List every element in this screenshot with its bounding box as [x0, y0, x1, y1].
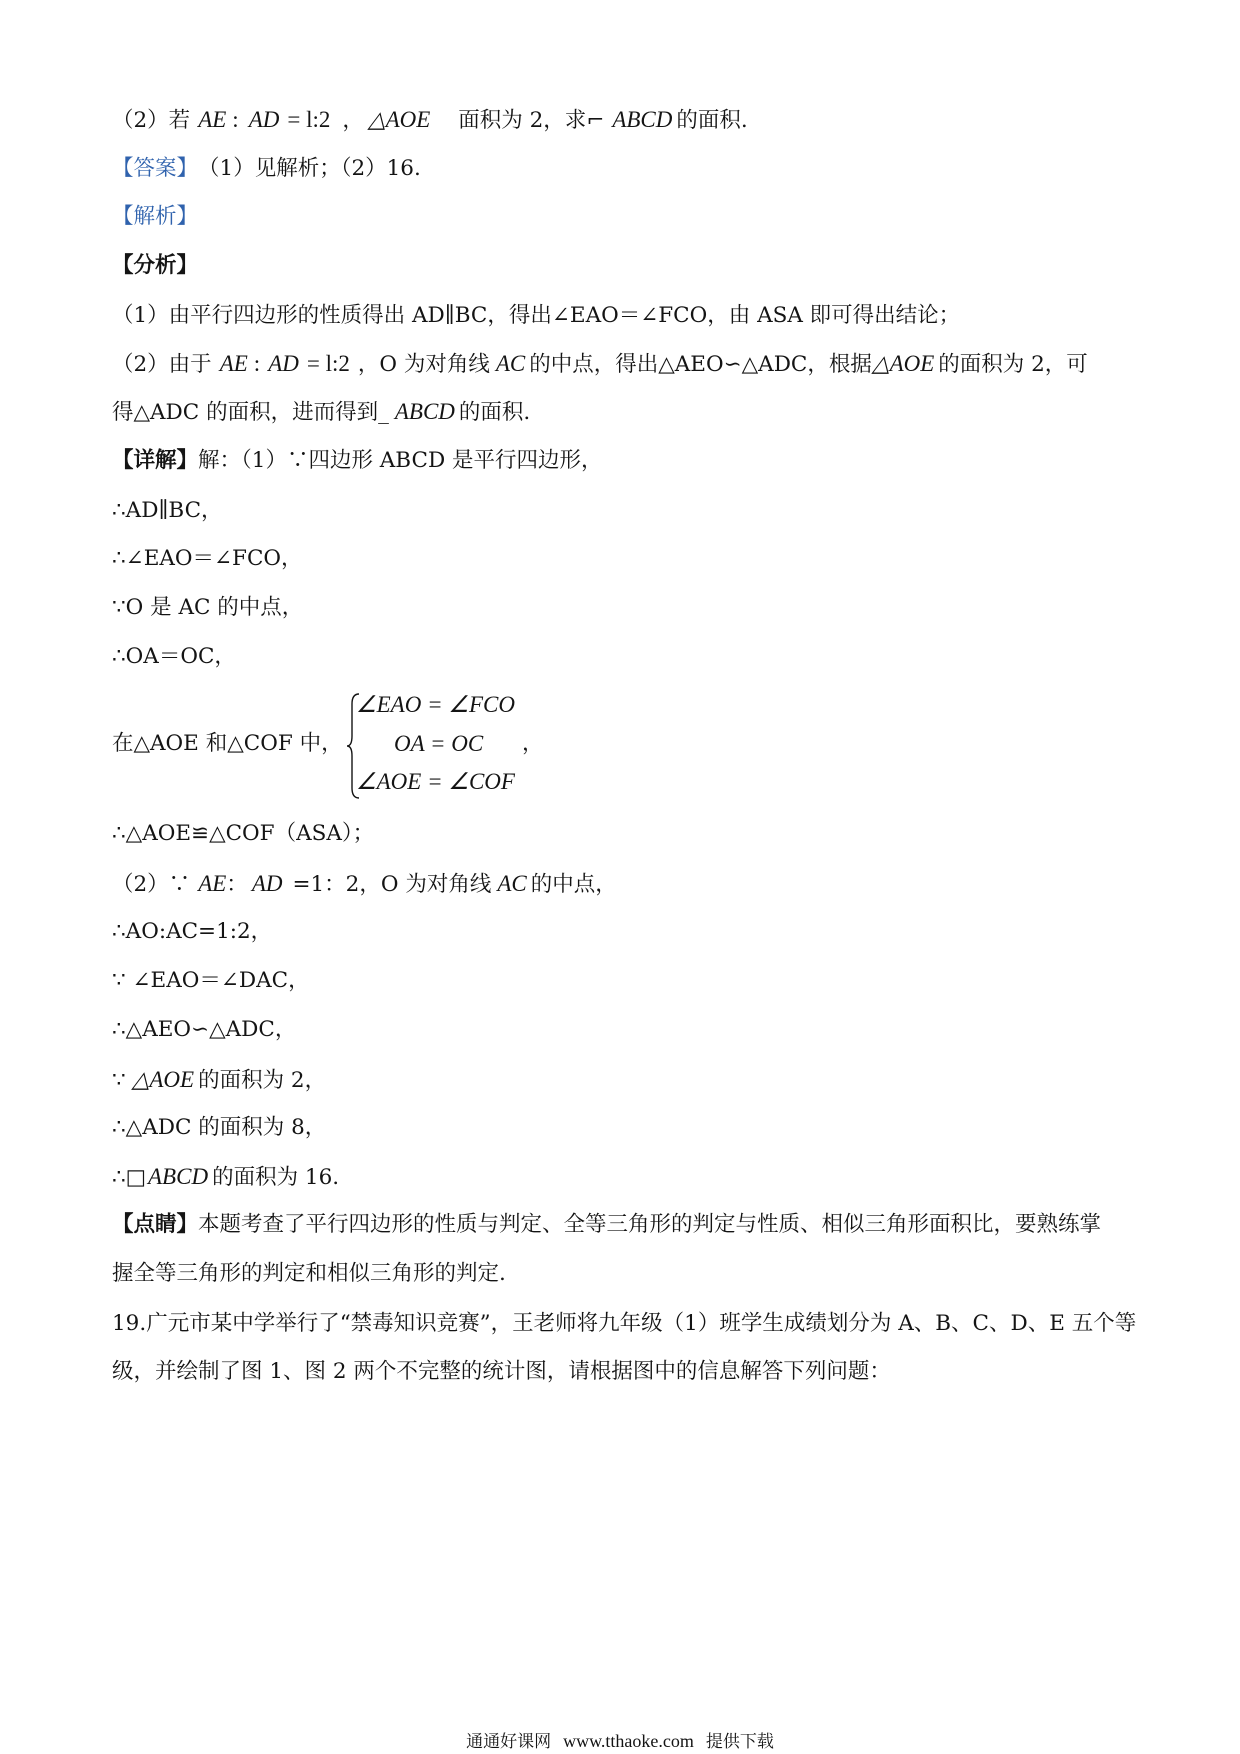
prompt-text: （2）若 — [112, 108, 191, 133]
parallelogram-symbol: ⌐ — [586, 108, 605, 133]
footer-download-text: 提供下载 — [705, 1732, 774, 1752]
math-abcd: ABCD — [394, 399, 455, 424]
proof-step-text: ∴□ — [112, 1165, 146, 1190]
analysis-text: 的面积为 2，可 — [938, 352, 1088, 377]
math-ad: AD — [268, 351, 299, 376]
math-ac: AC — [497, 871, 527, 896]
solution-heading — [112, 202, 198, 232]
math-ae: AE — [219, 351, 248, 376]
system-equation-2: OA = OC — [394, 731, 484, 756]
math-colon: : — [253, 351, 261, 376]
detail-heading — [112, 446, 603, 476]
math-colon: ： — [226, 872, 248, 897]
math-triangle-aoe: △AOE — [367, 107, 431, 132]
page-footer — [0, 1731, 1240, 1751]
question-text: 19.广元市某中学举行了“禁毒知识竞赛”，王老师将九年级（1）班学生成绩划分为 A、B、C、D、E 五个等 — [112, 1311, 1137, 1336]
proof-step-text: ∴∠EAO＝∠FCO， — [112, 546, 303, 571]
proof-step — [112, 544, 303, 574]
proof-step — [112, 1113, 326, 1143]
key-points-text: 本题考查了平行四边形的性质与判定、全等三角形的判定与性质、相似三角形面积比，要熟练掌 — [198, 1212, 1102, 1237]
answer-line — [112, 154, 421, 184]
analysis-text: 得△ADC 的面积，进而得到 — [112, 400, 379, 425]
proof-step — [112, 593, 303, 623]
parallelogram-symbol: _ — [378, 400, 389, 425]
math-ae: AE — [198, 871, 227, 896]
proof-step-text: ∴AO:AC=1:2， — [112, 919, 273, 944]
analysis-text: （1）由平行四边形的性质得出 AD∥BC，得出∠EAO＝∠FCO，由 ASA 即可得出结论； — [112, 303, 961, 328]
proof-step-text: ∴OA＝OC， — [112, 644, 236, 669]
solution-label: 【解析】 — [112, 204, 199, 229]
prompt-comma: ， — [342, 108, 364, 133]
footer-site-name: 通通好课网 — [466, 1732, 552, 1752]
detail-label: 【详解】 — [112, 448, 199, 473]
system-trailing-comma: ， — [522, 731, 544, 756]
math-ae: AE — [198, 107, 227, 132]
detail-intro: 解：（1）∵四边形 ABCD 是平行四边形， — [198, 448, 603, 473]
key-points-line2 — [112, 1259, 506, 1289]
answer-text: （1）见解析；（2）16. — [198, 156, 421, 181]
math-ratio: = l:2 — [287, 107, 331, 132]
proof-step — [112, 1015, 296, 1045]
proof-step-text: 的中点， — [530, 872, 617, 897]
proof-step-text: ∴△AOE≌△COF（ASA）； — [112, 821, 375, 846]
proof-step-text: （2）∵ — [112, 872, 191, 897]
question-text: 级，并绘制了图 1、图 2 两个不完整的统计图，请根据图中的信息解答下列问题： — [112, 1359, 891, 1384]
question-19-line1 — [112, 1309, 1136, 1339]
proof-step — [112, 917, 272, 947]
math-ad: AD — [251, 871, 283, 896]
analysis-part1 — [112, 301, 960, 331]
key-points-label: 【点睛】 — [112, 1212, 199, 1237]
system-intro-text: 在△AOE 和△COF 中， — [112, 731, 343, 756]
area-given — [112, 1065, 326, 1095]
math-colon: : — [232, 107, 239, 132]
question-19-line2 — [112, 1357, 891, 1387]
analysis-text: 的中点，得出△AEO∽△ADC，根据 — [529, 352, 872, 377]
proof-step-text: ∵ ∠EAO＝∠DAC， — [112, 968, 310, 993]
analysis-text: （2）由于 — [112, 352, 212, 377]
proof-step-text: 的面积为 16. — [212, 1165, 340, 1190]
key-points-line1 — [112, 1210, 1101, 1240]
proof-step-text: ∵O 是 AC 的中点， — [112, 595, 304, 620]
math-ratio: = l:2 — [306, 351, 350, 376]
proof-step — [112, 819, 374, 849]
system-intro — [112, 729, 343, 759]
analysis-text: 的面积. — [458, 400, 531, 425]
math-ac: AC — [495, 351, 526, 376]
analysis-text: ，O 为对角线 — [357, 352, 490, 377]
analysis-part2-line1 — [112, 349, 1088, 379]
math-abcd: ABCD — [612, 107, 673, 132]
footer-url: www.tthaoke.com — [563, 1731, 694, 1751]
analysis-part2-line2 — [112, 397, 530, 427]
answer-label: 【答案】 — [112, 156, 199, 181]
system-equation-3: ∠AOE = ∠COF — [356, 769, 515, 794]
math-ad: AD — [248, 107, 280, 132]
proof-step — [112, 642, 236, 672]
math-abcd: ABCD — [148, 1164, 209, 1189]
analysis-label: 【分析】 — [112, 253, 199, 278]
proof-step-text: ∵ — [112, 1068, 126, 1093]
proof-step — [112, 966, 310, 996]
part2-given — [112, 869, 617, 899]
proof-step — [112, 496, 223, 526]
proof-step-text: 的面积为 2， — [198, 1068, 327, 1093]
proof-step-text: ∴△ADC 的面积为 8， — [112, 1115, 327, 1140]
proof-step-text: =1：2，O 为对角线 — [292, 872, 492, 897]
math-triangle-aoe: △AOE — [131, 1067, 195, 1092]
proof-step-text: ∴AD∥BC， — [112, 498, 223, 523]
prompt-text: 的面积. — [676, 108, 748, 133]
proof-step-text: ∴△AEO∽△ADC， — [112, 1017, 297, 1042]
prompt-text: 面积为 2，求 — [458, 108, 587, 133]
system-equation-1: ∠EAO = ∠FCO — [356, 692, 515, 717]
analysis-heading — [112, 251, 198, 281]
area-final — [112, 1162, 339, 1192]
question-part2-prompt — [112, 105, 748, 135]
math-triangle-aoe: △AOE — [871, 351, 935, 376]
key-points-text: 握全等三角形的判定和相似三角形的判定. — [112, 1261, 506, 1286]
